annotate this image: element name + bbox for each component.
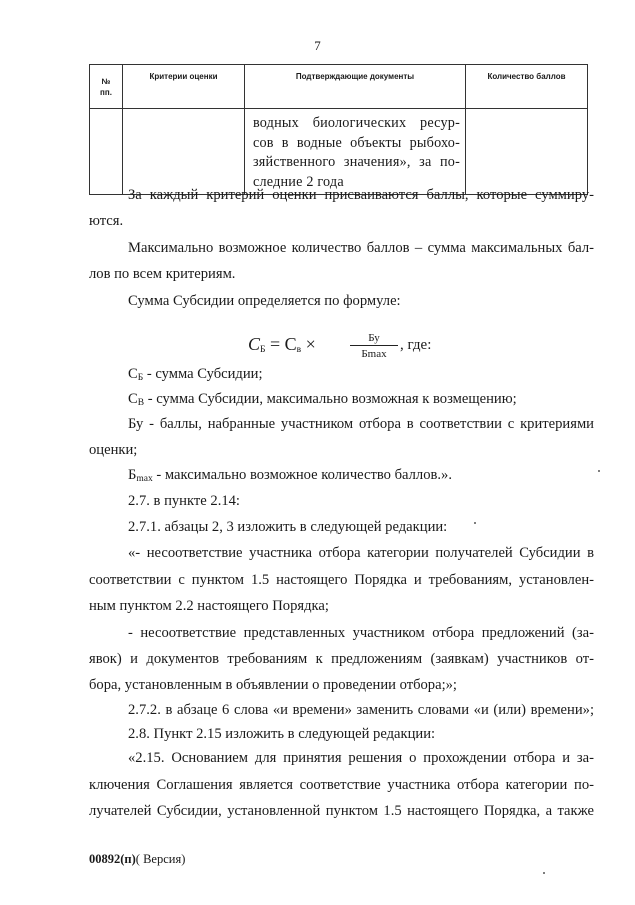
symbol-sub: В xyxy=(137,398,145,408)
paragraph-line: За каждый критерий оценки присваиваются баллы, которые суммиру- xyxy=(128,187,594,203)
symbol-sub: Б xyxy=(137,373,144,383)
paragraph-line: явок) и документов требованиям к предложениям (заявкам) участников от- xyxy=(89,651,594,667)
definition-text: - максимально возможное количество баллов.». xyxy=(152,467,452,483)
formula-tail: , где: xyxy=(400,337,432,353)
symbol: С xyxy=(128,366,138,382)
paragraph-line: 2.7.1. абзацы 2, 3 изложить в следующей редакции: xyxy=(128,519,448,535)
scan-speck xyxy=(598,470,600,472)
paragraph-line: 2.7. в пункте 2.14: xyxy=(128,493,240,509)
doc-line: водных биологических ресур- xyxy=(253,115,460,131)
subsidy-formula xyxy=(248,334,316,355)
paragraph-line: 2.7.2. в абзаце 6 слова «и времени» заменить словами «и (или) времени»; xyxy=(128,702,594,718)
definition-line xyxy=(128,390,594,413)
document-code-number: 00892(п) xyxy=(89,852,136,866)
header-number xyxy=(90,65,123,109)
formula-fraction xyxy=(350,332,398,361)
doc-line: сов в водные объекты рыбохо- xyxy=(253,134,460,151)
paragraph-line: лов по всем критериям. xyxy=(89,266,236,282)
cell-criterion xyxy=(123,109,245,195)
header-number-sign: № пп. xyxy=(100,76,112,97)
formula-times: × xyxy=(301,334,316,354)
document-code xyxy=(89,852,185,867)
paragraph-line: бора, установленным в объявлении о проведении отбора;»; xyxy=(89,677,457,693)
formula-lhs: С xyxy=(248,334,261,354)
definition-line xyxy=(128,466,594,489)
header-documents: Подтверждающие документы xyxy=(245,65,466,109)
paragraph-line: Сумма Субсидии определяется по формуле: xyxy=(128,293,401,309)
document-version: ( Версия) xyxy=(135,852,186,866)
paragraph-line: соответствии с пунктом 1.5 настоящего Порядка и требованиям, установлен- xyxy=(89,572,594,588)
cell-documents xyxy=(245,109,466,195)
paragraph-line: 2.8. Пункт 2.15 изложить в следующей редакции: xyxy=(128,726,436,742)
formula-equals: = xyxy=(265,334,285,354)
paragraph-line: ным пунктом 2.2 настоящего Порядка; xyxy=(89,598,329,614)
formula-lhs-sub: Б xyxy=(260,345,266,355)
header-points: Количество баллов xyxy=(466,65,588,109)
paragraph-line: «2.15. Основанием для принятия решения о прохождении отбора и за- xyxy=(128,750,594,766)
definition-line: оценки; xyxy=(89,442,138,458)
symbol: С xyxy=(128,391,138,407)
symbol: Б xyxy=(128,467,137,483)
paragraph-line: ются. xyxy=(89,213,124,229)
definition-line: Бу - баллы, набранные участником отбора в соответствии с критериями xyxy=(128,416,594,432)
doc-line: следние 2 года xyxy=(253,173,344,190)
cell-points xyxy=(466,109,588,195)
page-number: 7 xyxy=(314,38,321,53)
paragraph-line: «- несоответствие участника отбора категории получателей Субсидии в xyxy=(128,545,594,561)
formula-rhs-sub: в xyxy=(296,345,302,355)
table-row xyxy=(90,109,588,195)
definition-line xyxy=(128,365,594,388)
paragraph-line: - несоответствие представленных участником отбора предложений (за- xyxy=(128,625,594,641)
cell-number xyxy=(90,109,123,195)
formula-rhs: С xyxy=(284,334,297,354)
paragraph-line: Максимально возможное количество баллов – сумма максимальных бал- xyxy=(128,240,594,256)
symbol-sub: max xyxy=(136,474,153,484)
table-header-row xyxy=(90,65,588,109)
fraction-denominator: Бmax xyxy=(361,348,387,360)
doc-line: зяйственного значения», за по- xyxy=(253,154,460,170)
paragraph-line: лучателей Субсидии, установленной пунктом 1.5 настоящего Порядка, а также xyxy=(89,803,594,819)
scan-speck xyxy=(543,872,545,874)
definition-text: - сумма Субсидии; xyxy=(143,366,263,382)
header-criteria: Критерии оценки xyxy=(123,65,245,109)
fraction-numerator: Бу xyxy=(350,332,398,346)
scan-speck xyxy=(474,522,476,524)
criteria-table xyxy=(89,64,588,195)
definition-text: - сумма Субсидии, максимально возможная к возмещению; xyxy=(144,391,517,407)
paragraph-line: ключения Соглашения является соответствие участника отбора категории по- xyxy=(89,777,594,793)
